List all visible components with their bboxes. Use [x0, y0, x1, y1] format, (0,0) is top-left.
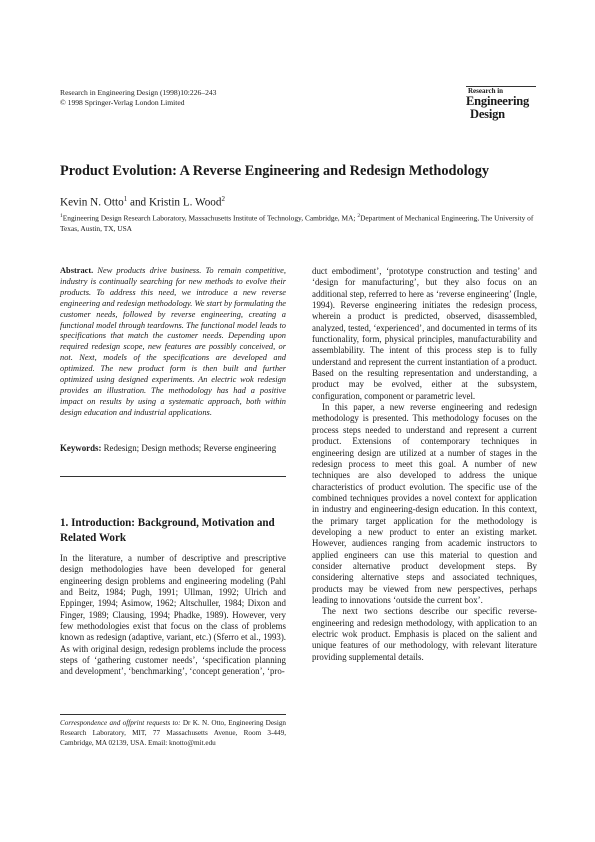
right-para-3: The next two sections describe our specific reverse-engineering and redesign methodology, with application to an electric wok product. Emphasis is placed on the salient and unique features of our methodology, with relevant literature providing supplemental details.: [312, 606, 537, 662]
correspondence-text: Dr K. N. Otto, Engineering Design Research Laboratory, MIT, 77 Massachusetts Avenue, Room 3-449, Cambridge, MA 02139, USA. Email: knotto@mit.edu: [60, 719, 287, 747]
correspondence-label: Correspondence and offprint requests to:: [60, 719, 181, 727]
section-1-para-1: In the literature, a number of descriptive and prescriptive design methodologies have been developed for general engineering design problems and engineering modeling (Pahl and Beitz, 1984; Pugh, 1991; Ullman, 1992; Ulrich and Eppinger, 1994; Asimow, 1962; Altschuller, 1984; Dixon and Finger, 1989; Clausing, 1994; Phadke, 1989). However, very few methodologies exist that focus on the class of problems known as redesign (adaptive, variant, etc.) (Sferro et al., 1993). As with original design, redesign problems include the process steps of ‘gathering customer needs’, ‘specification planning and development’, ‘benchmarking’, ‘concept generation’, ‘pro-: [60, 553, 286, 677]
section-1-body: [60, 553, 286, 678]
right-para-2: In this paper, a new reverse engineering and redesign methodology is presented. This methodology focuses on the process steps needed to understand and represent a current product. Extensions of contemporary techniques in engineering design are utilized at a number of stages in the redesign process to meet this goal. A number of new techniques are also developed to address the unique characteristics of product evolution. The specific use of the combined techniques provides a novel context for application in industry and engineering-design education. In this context, the primary target application for the methodology is developing a new product to enter an existing market. However, audiences ranging from academic instructors to applied engineers can use this material to question and consider alternative product development steps. By considering alternative steps and associated techniques, products may be viewed from new perspectives, perhaps leading to innovations ‘outside the current box’.: [312, 402, 537, 605]
affiliations: [60, 211, 540, 234]
footnote-divider: [60, 714, 286, 715]
right-column: [312, 266, 537, 663]
right-para-1: duct embodiment’, ‘prototype construction and testing’ and ‘design for manufacturing’, but they also focus on an additional step, referred to here as ‘reverse engineering’ (Ingle, 1994). Reverse engineering initiates the redesign process, wherein a product is predicted, observed, disassembled, analyzed, tested, ‘experienced’, and documented in terms of its functionality, form, physical principles, manufacturability and assemblability. The intent of this process step is to fully understand and represent the current instantiation of a product. Based on the resulting representation and understanding, a product may be evolved, either at the subsystem, configuration, component or parametric level.: [312, 266, 537, 401]
keywords-label: Keywords:: [60, 443, 102, 453]
paper-title: Product Evolution: A Reverse Engineering and Redesign Methodology: [60, 163, 490, 179]
logo-small-text: Research in: [468, 87, 504, 95]
author-1: Kevin N. Otto: [60, 196, 124, 209]
author-2: and Kristin L. Wood: [127, 196, 222, 209]
journal-citation-block: [60, 88, 216, 108]
affil-1-sup: 1: [60, 213, 63, 219]
abstract-text: New products drive business. To remain competitive, industry is continually searching for new methods to evolve their products. To address this need, we introduce a new reverse engineering and redesign methodology. We start by formulating the customer needs, followed by reverse engineering, creating a functional model through teardowns. The functional model leads to specifications that match the customer needs. Depending upon required redesign scope, new features are possibly conceived, or not. Next, models of the specifications are developed and optimized. The new product form is then built and further optimized using designed experiments. An electric wok redesign provides an illustration. The methodology has had a positive impact on results by using a systematic approach, both within design education and industrial applications.: [60, 266, 286, 417]
journal-citation: Research in Engineering Design (1998)10:226–243: [60, 88, 217, 97]
correspondence-note: [60, 718, 286, 748]
journal-copyright: © 1998 Springer-Verlag London Limited: [60, 98, 185, 107]
keywords-text: Redesign; Design methods; Reverse engineering: [101, 443, 277, 453]
author-line: [60, 192, 225, 210]
abstract-label: Abstract.: [60, 266, 94, 275]
author-1-sup: 1: [123, 195, 128, 203]
affil-1: Engineering Design Research Laboratory, Massachusetts Institute of Technology, Cambridge, MA;: [62, 213, 358, 223]
logo-line1: Engineering: [466, 94, 530, 108]
keywords: [60, 443, 286, 454]
author-2-sup: 2: [221, 195, 225, 203]
logo-line2: Design: [470, 106, 505, 121]
abstract: [60, 266, 286, 419]
affil-2-sup: 2: [357, 213, 361, 219]
affil-2: Department of Mechanical Engineering, The University of Texas, Austin, TX, USA: [60, 213, 534, 233]
section-1-heading: 1. Introduction: Background, Motivation and Related Work: [60, 517, 275, 544]
abstract-divider: [60, 476, 286, 477]
journal-logo: [466, 87, 542, 125]
